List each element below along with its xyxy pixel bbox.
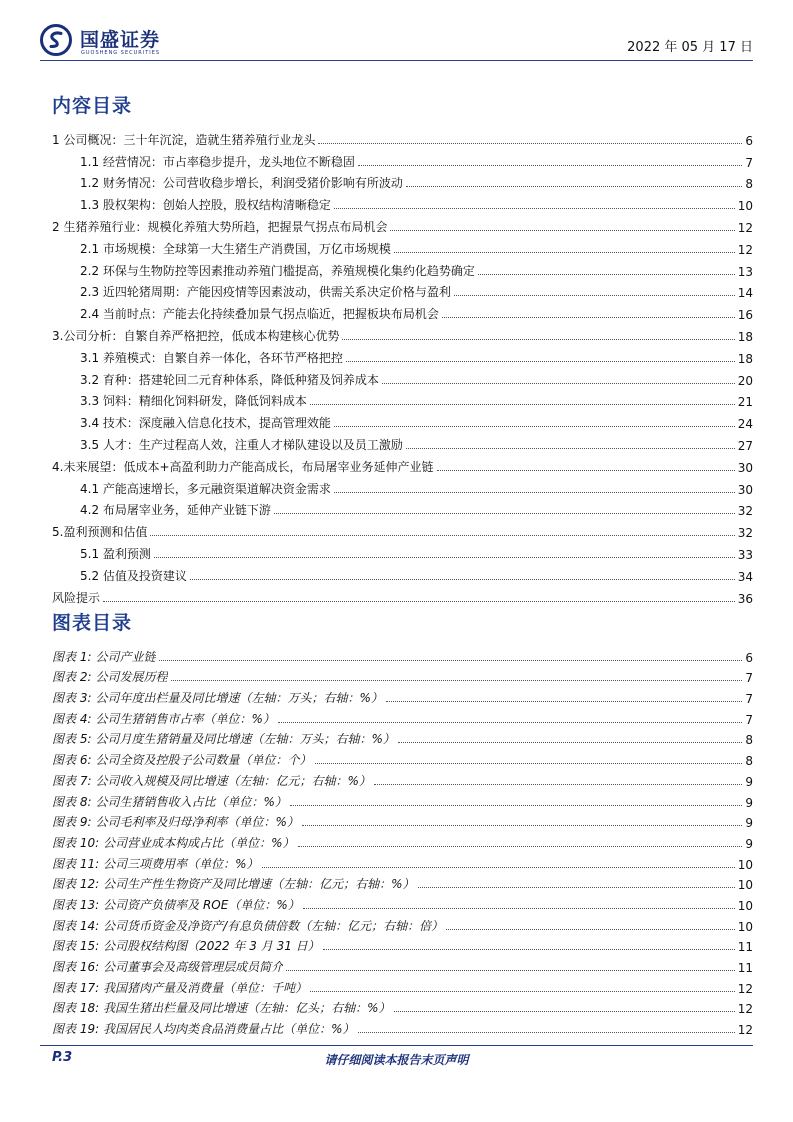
table-of-contents [52,126,753,606]
toc-entry-label[interactable]: 3.2 育种：搭建轮回二元育种体系，降低种猪及饲养成本 [80,372,379,387]
figure-title: 我国生猪出栏量及同比增速（左轴：亿头；右轴：%） [103,1001,391,1016]
figure-number: 图表 17: [52,980,100,995]
page-number: P.3 [52,1050,73,1065]
toc-entry[interactable] [52,191,753,213]
leader-dots [418,887,735,888]
toc-entry[interactable] [52,584,753,606]
toc-entry-page: 30 [737,460,753,475]
toc-entry-page: 6 [745,133,753,148]
leader-dots [286,970,735,971]
header-divider [40,60,753,61]
figure-number: 图表 4: [52,711,92,726]
figure-title: 公司收入规模及同比增速（左轴：亿元；右轴：%） [95,773,371,788]
figure-entry[interactable] [52,768,753,789]
leader-dots [262,867,735,868]
figure-entry-label[interactable] [52,999,391,1016]
leader-dots [342,339,734,340]
figure-entry[interactable] [52,789,753,810]
figure-entry[interactable] [52,727,753,748]
figure-list-title: 图表目录 [52,612,133,634]
figure-entry-page: 11 [737,961,753,975]
figure-entry-page: 6 [745,650,753,665]
toc-entry-label[interactable]: 3.4 技术：深度融入信息化技术，提高管理效能 [80,416,331,431]
figure-entry[interactable] [52,747,753,768]
toc-entry-page: 36 [737,591,753,606]
figure-number: 图表 15: [52,939,100,954]
figure-entry-label[interactable] [52,772,371,789]
figure-title: 公司营业成本构成占比（单位：%） [103,835,295,850]
figure-entry-label[interactable] [52,648,156,665]
leader-dots [310,404,735,405]
toc-entry[interactable] [52,279,753,301]
figure-title: 公司年度出栏量及同比增速（左轴：万头；右轴：%） [95,691,383,706]
toc-entry[interactable] [52,126,753,148]
figure-title: 我国猪肉产量及消费量（单位：千吨） [103,980,308,995]
figure-entry[interactable] [52,954,753,975]
figure-entry-label[interactable] [52,855,259,872]
figure-entry[interactable] [52,706,753,727]
brand-name-english: GUOSHENG SECURITIES [81,50,161,56]
figure-entry[interactable] [52,872,753,893]
toc-entry-label[interactable]: 2.4 当前时点：产能去化持续叠加景气拐点临近，把握板块布局机会 [80,307,439,322]
toc-entry-label[interactable]: 5.1 盈利预测 [80,546,151,561]
toc-entry[interactable] [52,453,753,475]
leader-dots [334,208,735,209]
figure-number: 图表 8: [52,794,92,809]
guosheng-logo-icon [40,24,72,56]
figure-entry[interactable] [52,1016,753,1037]
figure-title: 公司发展历程 [95,670,168,685]
leader-dots [298,846,743,847]
figure-title: 公司董事会及高级管理层成员简介 [103,960,284,974]
toc-entry-page: 30 [737,482,753,497]
leader-dots [315,763,743,764]
toc-entry[interactable] [52,388,753,410]
figure-entry-label[interactable] [52,1020,355,1037]
figure-entry-page: 12 [737,1023,753,1038]
toc-entry-page: 20 [737,373,753,388]
leader-dots [406,186,742,187]
leader-dots [103,601,735,602]
toc-entry-label[interactable]: 5.2 估值及投资建议 [80,568,187,583]
toc-entry-page: 33 [737,547,753,562]
brand-name: 国盛证券 [80,29,161,51]
leader-dots [290,805,742,806]
figure-number: 图表 2: [52,670,92,685]
figure-entry-label[interactable] [52,834,295,851]
figure-entry-page: 12 [737,981,753,996]
figure-entry[interactable] [52,810,753,831]
leader-dots [318,143,742,144]
figure-entry[interactable] [52,892,753,913]
toc-entry-label[interactable]: 2 生猪养殖行业：规模化养殖大势所趋，把握景气拐点布局机会 [52,219,388,234]
figure-entry-label[interactable] [52,689,383,706]
figure-title: 公司三项费用率（单位：%） [103,856,259,871]
figure-number: 图表 10: [52,835,100,850]
toc-entry-label[interactable]: 3.公司分析：自繁自养严格把控，低成本构建核心优势 [52,328,340,343]
figure-entry-page: 11 [737,940,753,955]
toc-entry-page: 18 [737,351,753,366]
figure-entry-label[interactable] [52,668,168,685]
figure-title: 公司股权结构图（2022 年 3 月 31 日） [103,939,320,954]
figure-title: 公司生猪销售收入占比（单位：%） [95,794,287,809]
figure-title: 公司毛利率及归母净利率（单位：%） [95,815,299,830]
figure-entry-label[interactable] [52,917,443,934]
leader-dots [358,1032,735,1033]
toc-entry[interactable] [52,497,753,519]
leader-dots [278,722,742,723]
toc-entry-label[interactable]: 2.1 市场规模：全球第一大生猪生产消费国，万亿市场规模 [80,241,391,256]
toc-entry-page: 12 [737,242,753,257]
figure-title: 公司生产性生物资产及同比增速（左轴：亿元；右轴：%） [103,877,415,892]
toc-entry-page: 34 [737,569,753,584]
figure-entry[interactable] [52,851,753,872]
figure-number: 图表 18: [52,1001,100,1016]
toc-entry[interactable] [52,213,753,235]
figure-entry-page: 12 [737,1002,753,1017]
figure-entry[interactable] [52,830,753,851]
figure-entry-page: 7 [745,712,753,727]
leader-dots [190,579,735,580]
figure-entry[interactable] [52,975,753,996]
leader-dots [446,929,735,930]
figure-entry[interactable] [52,685,753,706]
figure-number: 图表 6: [52,753,92,768]
leader-dots [394,1011,735,1012]
toc-entry[interactable] [52,366,753,388]
toc-entry-label[interactable]: 4.1 产能高速增长，多元融资渠道解决资金需求 [80,481,331,496]
toc-entry-label[interactable]: 2.2 环保与生物防控等因素推动养殖门槛提高，养殖规模化集约化趋势确定 [80,263,475,278]
toc-entry[interactable] [52,344,753,366]
toc-entry[interactable] [52,562,753,584]
toc-entry[interactable] [52,170,753,192]
toc-entry-label[interactable]: 3.3 饲料：精细化饲料研发，降低饲料成本 [80,394,307,409]
page-header [40,22,753,58]
toc-entry-label[interactable]: 2.3 近四轮猪周期：产能因疫情等因素波动，供需关系决定价格与盈利 [80,285,451,300]
leader-dots [334,426,735,427]
leader-dots [386,701,742,702]
figure-entry-page: 9 [745,795,753,810]
toc-entry-label[interactable]: 4.2 布局屠宰业务，延伸产业链下游 [80,503,271,518]
figure-entry-label[interactable] [52,896,300,913]
figure-title: 公司月度生猪销量及同比增速（左轴：万头；右轴：%） [95,732,395,747]
toc-entry-label[interactable]: 1.1 经营情况：市占率稳步提升，龙头地位不断稳固 [80,154,355,169]
figure-entry-page: 7 [745,671,753,686]
figure-number: 图表 1: [52,649,92,664]
toc-entry-page: 27 [737,438,753,453]
footer-divider [40,1045,753,1046]
toc-entry-label[interactable]: 风险提示 [52,590,101,605]
toc-entry[interactable] [52,475,753,497]
figure-entry-label[interactable] [52,958,283,975]
leader-dots [390,230,734,231]
toc-entry-page: 18 [737,329,753,344]
leader-dots [303,908,735,909]
figure-number: 图表 12: [52,877,100,892]
figure-entry-label[interactable] [52,813,299,830]
leader-dots [323,949,735,950]
leader-dots [150,535,734,536]
figure-entry[interactable] [52,996,753,1017]
leader-dots [302,825,742,826]
toc-entry-page: 13 [737,264,753,279]
leader-dots [310,991,735,992]
toc-entry[interactable] [52,431,753,453]
figure-list [52,644,753,1037]
toc-entry[interactable] [52,322,753,344]
toc-entry-page: 10 [737,199,753,214]
figure-number: 图表 19: [52,1022,100,1037]
figure-number: 图表 9: [52,815,92,830]
toc-entry-label[interactable]: 1.3 股权架构：创始人控股，股权结构清晰稳定 [80,198,331,213]
figure-entry[interactable] [52,913,753,934]
figure-title: 我国居民人均肉类食品消费量占比（单位：%） [103,1022,355,1037]
leader-dots [274,513,735,514]
leader-dots [346,361,735,362]
figure-title: 公司资产负债率及 ROE（单位：%） [103,897,300,912]
figure-number: 图表 11: [52,856,100,871]
toc-entry-label[interactable]: 5.盈利预测和估值 [52,525,148,540]
figure-title: 公司全资及控股子公司数量（单位：个） [95,753,312,768]
figure-entry[interactable] [52,934,753,955]
toc-entry[interactable] [52,518,753,540]
leader-dots [442,317,735,318]
figure-entry-label[interactable] [52,937,320,954]
toc-entry-page: 21 [737,395,753,410]
figure-entry-label[interactable] [52,730,395,747]
figure-entry-label[interactable] [52,710,275,727]
figure-entry-page: 9 [745,774,753,789]
figure-title: 公司货币资金及净资产/有息负债倍数（左轴：亿元；右轴：倍） [103,918,444,933]
leader-dots [159,660,743,661]
figure-number: 图表 13: [52,897,100,912]
figure-entry-label[interactable] [52,875,415,892]
disclaimer-note: 请仔细阅读本报告末页声明 [324,1053,469,1067]
figure-number: 图表 7: [52,773,92,788]
leader-dots [382,383,735,384]
toc-entry-page: 14 [737,286,753,301]
figure-title: 公司产业链 [95,649,156,664]
figure-number: 图表 5: [52,732,92,747]
leader-dots [478,274,735,275]
figure-number: 图表 16: [52,960,100,974]
toc-entry-label[interactable]: 3.1 养殖模式：自繁自养一体化，各环节严格把控 [80,350,343,365]
leader-dots [394,252,735,253]
toc-entry-page: 24 [737,417,753,432]
toc-entry-label[interactable]: 1.2 财务情况：公司营收稳步增长，利润受猪价影响有所波动 [80,176,403,191]
figure-number: 图表 3: [52,691,92,706]
toc-entry[interactable] [52,257,753,279]
figure-entry-label[interactable] [52,979,307,996]
figure-entry-page: 8 [745,754,753,769]
toc-entry-page: 16 [737,308,753,323]
figure-entry-page: 9 [745,836,753,851]
toc-entry[interactable] [52,148,753,170]
figure-entry-page: 10 [737,878,753,893]
leader-dots [171,680,743,681]
leader-dots [406,448,735,449]
toc-entry[interactable] [52,300,753,322]
toc-entry[interactable] [52,409,753,431]
figure-number: 图表 14: [52,918,100,933]
leader-dots [374,784,742,785]
toc-entry-page: 32 [737,504,753,519]
figure-entry-page: 10 [737,857,753,872]
toc-entry-page: 32 [737,526,753,541]
leader-dots [334,492,735,493]
figure-entry-page: 7 [745,692,753,707]
leader-dots [437,470,735,471]
figure-entry[interactable] [52,665,753,686]
toc-title: 内容目录 [52,95,133,117]
leader-dots [154,557,735,558]
toc-entry-label[interactable]: 4.未来展望：低成本+高盈利助力产能高成长，布局屠宰业务延伸产业链 [52,459,434,474]
figure-entry-page: 10 [737,919,753,934]
toc-entry-label[interactable]: 1 公司概况：三十年沉淀，造就生猪养殖行业龙头 [52,132,316,147]
toc-entry-page: 7 [745,155,753,170]
figure-entry-page: 9 [745,816,753,831]
leader-dots [454,295,735,296]
figure-entry[interactable] [52,644,753,665]
figure-entry-label[interactable] [52,751,312,768]
report-date: 2022 年 05 月 17 日 [627,40,753,55]
toc-entry-page: 12 [737,220,753,235]
figure-title: 公司生猪销售市占率（单位：%） [95,711,275,726]
toc-entry[interactable] [52,540,753,562]
figure-entry-page: 10 [737,898,753,913]
toc-entry[interactable] [52,235,753,257]
toc-entry-label[interactable]: 3.5 人才：生产过程高人效，注重人才梯队建设以及员工激励 [80,437,403,452]
toc-entry-page: 8 [745,177,753,192]
leader-dots [358,165,742,166]
leader-dots [398,742,742,743]
figure-entry-label[interactable] [52,793,287,810]
figure-entry-page: 8 [745,733,753,748]
